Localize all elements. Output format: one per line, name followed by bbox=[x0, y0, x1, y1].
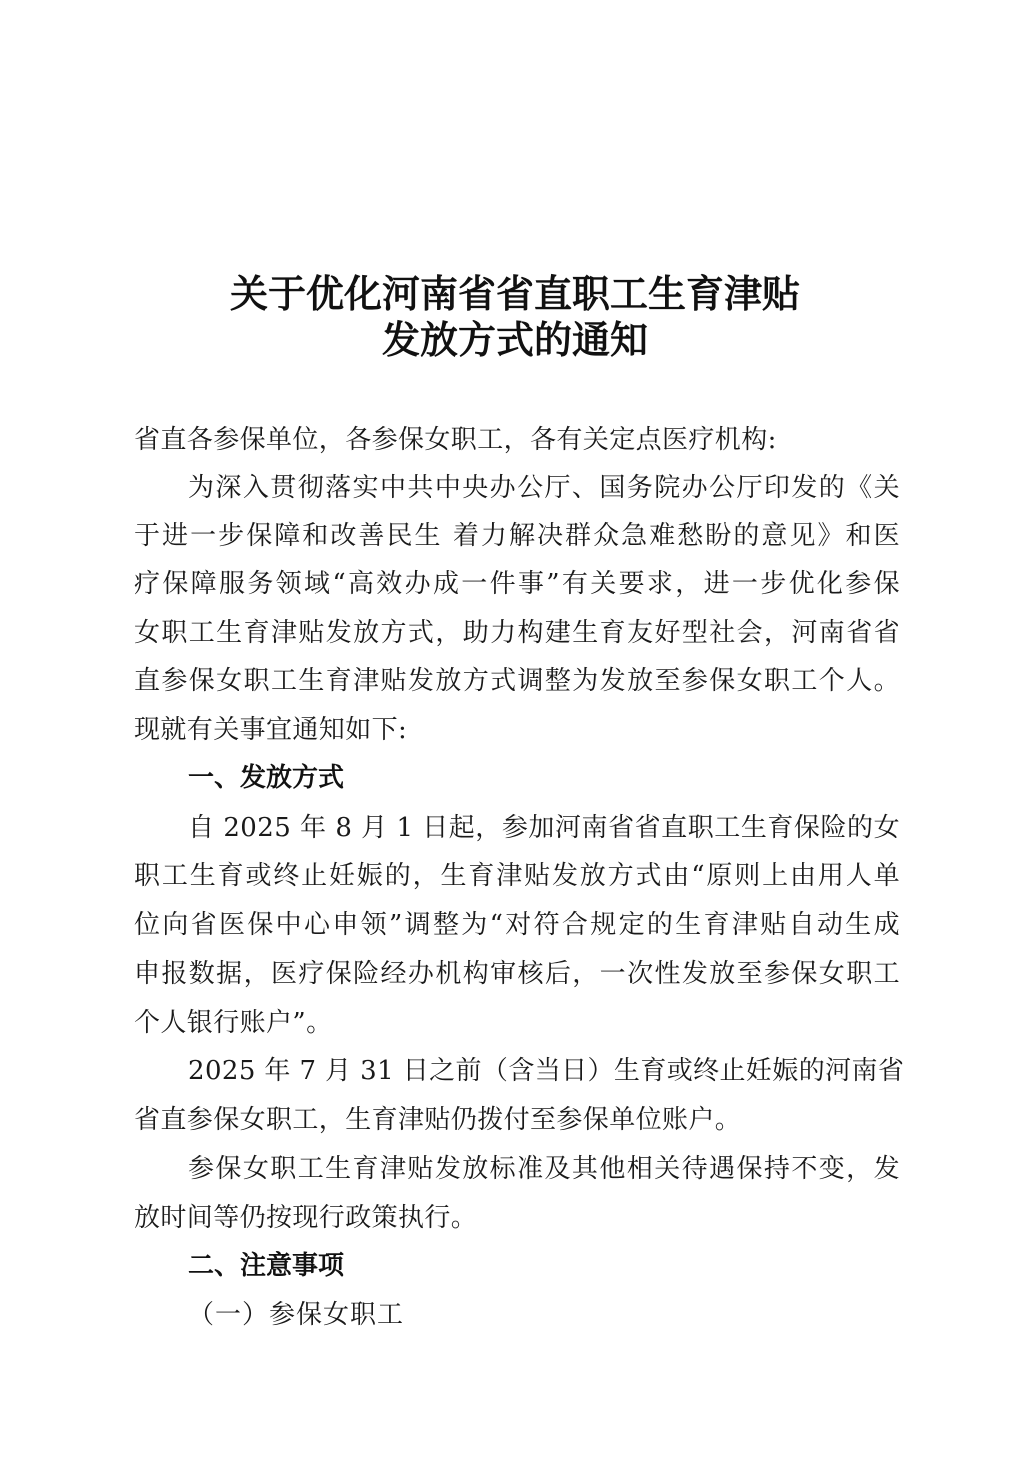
section-1-para-3-line-1: 参保女职工生育津贴发放标准及其他相关待遇保持不变，发 bbox=[188, 1154, 900, 1184]
intro-line-3: 疗保障服务领域“高效办成一件事”有关要求，进一步优化参保 bbox=[134, 569, 900, 599]
document-title-line-2: 发放方式的通知 bbox=[381, 318, 648, 362]
salutation: 省直各参保单位，各参保女职工，各有关定点医疗机构: bbox=[134, 425, 777, 455]
intro-line-4: 女职工生育津贴发放方式，助力构建生育友好型社会，河南省省 bbox=[134, 618, 900, 648]
intro-line-5: 直参保女职工生育津贴发放方式调整为发放至参保女职工个人。 bbox=[134, 666, 900, 696]
intro-line-1: 为深入贯彻落实中共中央办公厅、国务院办公厅印发的《关 bbox=[188, 473, 900, 503]
intro-line-6: 现就有关事宜通知如下: bbox=[134, 715, 408, 745]
section-1-para-2-line-2: 省直参保女职工，生育津贴仍拨付至参保单位账户。 bbox=[134, 1105, 742, 1135]
section-2-subheading-1: （一）参保女职工 bbox=[188, 1300, 405, 1330]
section-2-heading: 二、注意事项 bbox=[188, 1251, 345, 1281]
section-1-heading: 一、发放方式 bbox=[188, 763, 345, 793]
section-1-para-1-line-1: 自 2025 年 8 月 1 日起，参加河南省省直职工生育保险的女 bbox=[188, 813, 900, 843]
section-1-para-1-line-5: 个人银行账户”。 bbox=[134, 1008, 333, 1038]
section-1-para-3-line-2: 放时间等仍按现行政策执行。 bbox=[134, 1203, 478, 1233]
intro-line-2: 于进一步保障和改善民生 着力解决群众急难愁盼的意见》和医 bbox=[134, 521, 900, 551]
document-title-line-1: 关于优化河南省省直职工生育津贴 bbox=[229, 272, 800, 316]
section-1-para-1-line-4: 申报数据，医疗保险经办机构审核后，一次性发放至参保女职工 bbox=[134, 959, 900, 989]
section-1-para-2-line-1: 2025 年 7 月 31 日之前（含当日）生育或终止妊娠的河南省 bbox=[188, 1056, 905, 1086]
section-1-para-1-line-2: 职工生育或终止妊娠的，生育津贴发放方式由“原则上由用人单 bbox=[134, 861, 900, 891]
section-1-para-1-line-3: 位向省医保中心申领”调整为“对符合规定的生育津贴自动生成 bbox=[134, 910, 900, 940]
